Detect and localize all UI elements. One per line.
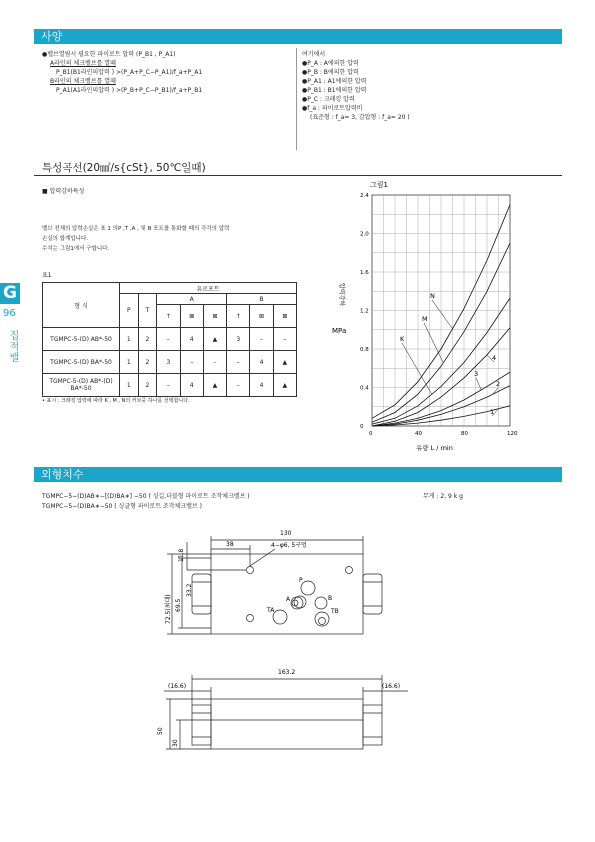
side-cap-left <box>192 705 211 745</box>
pressure-desc-line: 손실의 합계입니다. <box>42 236 89 242</box>
spec-item: ●f_a : 파이로트압력비 <box>302 105 363 112</box>
cell: 1 <box>120 351 139 374</box>
spec-note: (표준형 : f_a= 3, 감압형 : f_a= 20 ) <box>310 114 410 121</box>
port-header-b: B <box>227 294 297 305</box>
pressure-desc-line: 수치는 그림1에서 구합니다. <box>42 246 110 252</box>
chapter-category: 집적밸 <box>7 330 18 363</box>
port-b-circle <box>315 597 327 609</box>
table-row <box>43 374 297 397</box>
dim-11-8: 11.8 <box>178 548 185 562</box>
side-body-outline <box>211 699 363 749</box>
spec-b-label: B라인의 체크밸브를 열때 <box>50 78 116 85</box>
series-leader-3 <box>476 378 481 390</box>
y-axis-label: 압력강하 <box>338 283 345 307</box>
side-cap-right <box>363 705 382 745</box>
y-tick-label: 0 <box>360 424 364 430</box>
cell: 2 <box>138 374 157 397</box>
row-model: TGMPC-5-(D) AB*-50 <box>43 328 120 351</box>
dim-holes: 4−φ6, 5구멍 <box>271 542 307 549</box>
spec-item: ●P_B : B에의한 압력 <box>302 69 359 76</box>
chapter-tab: G <box>0 283 20 304</box>
port-tb-circle <box>315 612 329 626</box>
dim-16-6-left: (16.6) <box>168 683 187 690</box>
end-cap-right <box>363 574 382 614</box>
y-tick-label: 1.2 <box>360 308 369 315</box>
table-caption: 표1 <box>42 272 52 279</box>
port-p-circle <box>301 581 315 595</box>
dim-16-6-right: (16.6) <box>382 683 401 690</box>
series-label-2: 2 <box>496 380 501 388</box>
port-label-p: P <box>299 577 303 584</box>
y-tick-label: 0.4 <box>360 385 369 392</box>
cell: – <box>203 351 226 374</box>
dim-50: 50 <box>157 727 164 735</box>
y-axis-unit: MPa <box>332 327 347 335</box>
table-footnote: • 표시 : 크래킹 압력에 따라 K , M , N의 커브중 하나를 선택합니다. <box>42 398 190 404</box>
spec-left <box>42 50 292 95</box>
port-label-b: B <box>328 595 333 602</box>
spec-divider <box>296 48 297 150</box>
x-tick-label: 40 <box>415 431 422 437</box>
dim-33-2: 33.2 <box>186 583 193 597</box>
top-view-drawing <box>150 522 410 662</box>
chart-title: 그림1 <box>370 181 388 189</box>
spec-a-formula: P_B1(B1라인의압력 ) >(P_A+P_C−P_A1)/f_a+P_A1 <box>56 69 203 76</box>
cell: 3 <box>227 328 250 351</box>
series-label-K: K <box>400 335 405 343</box>
cell: 3 <box>157 351 180 374</box>
spec-intro: ●밸브열림시 필요한 파이로트 압력 (P_B1 , P_A1) <box>42 51 176 58</box>
x-tick-label: 0 <box>369 431 373 437</box>
col-port-header: 유로포트 <box>120 283 297 294</box>
side-view-drawing <box>150 665 410 765</box>
outline-line2: TGMPC−5−(D)BA∗−50 ( 싱글형 파이로트 조작체크밸브 ) <box>42 503 202 510</box>
flow-arrow-up-icon: ↑ <box>157 305 180 328</box>
flow-port-table <box>42 282 297 397</box>
flow-arrow-up-icon: ↑ <box>227 305 250 328</box>
row-model: TGMPC-5-(D) BA*-50 <box>43 351 120 374</box>
table-row <box>43 351 297 374</box>
pressure-drop-chart <box>330 178 530 458</box>
spec-item: ●P_B1 : B1에의한 압력 <box>302 87 367 94</box>
cell: 4 <box>180 328 203 351</box>
y-tick-label: 2.0 <box>360 231 369 238</box>
dim-130: 130 <box>280 530 292 537</box>
series-leader-N <box>432 300 453 329</box>
spec-where: 여기에서 <box>302 51 326 58</box>
y-tick-label: 1.6 <box>360 270 369 276</box>
y-tick-label: 0.8 <box>360 347 369 353</box>
pressure-desc-line: 밸브 전체의 압력손실은 표 1 의P ,T ,A , 및 B 포트를 통화할 때의 각각의 압력 <box>42 226 230 232</box>
cell: – <box>157 374 180 397</box>
cell: 2 <box>138 351 157 374</box>
port-label-a: A <box>286 596 291 603</box>
outline-weight: 무게 : 2, 9 k g <box>423 493 463 500</box>
col-model-header: 형 식 <box>43 283 120 328</box>
dim-38: 38 <box>226 541 234 548</box>
series-leader-M <box>424 323 443 363</box>
check-valve-symbol-icon: ⊠ <box>180 305 203 328</box>
dim-69-5: 69.5 <box>175 598 182 612</box>
mounting-hole <box>247 615 254 622</box>
spec-item: ●P_A : A에의한 압력 <box>302 60 359 67</box>
mounting-hole <box>319 618 326 625</box>
section-dimensions-header: 외형치수 <box>34 467 562 482</box>
cell: – <box>227 351 250 374</box>
spec-b-formula: P_A1(A1라인의압력 ) >(P_B+P_C−P_B1)/f_a+P_B1 <box>56 87 203 94</box>
cell: – <box>227 374 250 397</box>
pressure-heading: ■ 압력강하특성 <box>42 188 85 195</box>
port-header-t: T <box>138 294 157 328</box>
outline-line1: TGMPC−5−(D)AB∗−[(D)BA∗] −50 ( 싱길,더블형 파이로트 조작체크밸브 ) <box>42 493 250 500</box>
pressure-desc <box>42 224 229 254</box>
check-valve-symbol-icon: ⊠ <box>250 305 273 328</box>
mounting-hole <box>346 567 353 574</box>
cell: 2 <box>138 328 157 351</box>
series-label-M: M <box>422 315 428 323</box>
cell: – <box>180 351 203 374</box>
port-label-tb: TB <box>331 608 339 615</box>
cell: 4 <box>180 374 203 397</box>
row-model: TGMPC-5-(D) AB*-(D) BA*-50 <box>43 374 120 397</box>
check-valve-symbol-icon: ⊠ <box>203 305 226 328</box>
spec-item: ●P_C : 크래킹 압력 <box>302 96 355 103</box>
cell: 4 <box>250 374 273 397</box>
end-cap-left <box>192 574 211 614</box>
dim-163-2: 163.2 <box>278 669 296 676</box>
cell: ▲ <box>203 374 226 397</box>
cell: ▲ <box>203 328 226 351</box>
y-tick-label: 2.4 <box>360 193 369 199</box>
cell: – <box>157 328 180 351</box>
cell: 1 <box>120 328 139 351</box>
section-spec-header: 사양 <box>34 29 562 44</box>
check-valve-symbol-icon: ⊠ <box>273 305 296 328</box>
cell: ▲ <box>273 351 296 374</box>
cell: – <box>250 328 273 351</box>
x-tick-label: 80 <box>461 431 468 437</box>
characteristic-title: 특성곡선(20㎟/s{cSt}, 50℃일때) <box>42 162 206 174</box>
port-label-ta: TA <box>267 607 275 614</box>
series-label-N: N <box>430 292 435 300</box>
cell: 1 <box>120 374 139 397</box>
port-header-a: A <box>157 294 227 305</box>
spec-a-label: A라인의 체크밸브를 열때 <box>50 60 116 67</box>
spec-right <box>302 50 542 122</box>
x-tick-label: 120 <box>507 431 518 437</box>
dim-30: 30 <box>172 739 179 747</box>
characteristic-rule <box>34 175 562 176</box>
series-label-3: 3 <box>474 370 479 378</box>
cell: – <box>273 328 296 351</box>
dim-72-5: 72.5(최대) <box>165 594 172 624</box>
series-label-4: 4 <box>492 354 497 362</box>
cell: ▲ <box>273 374 296 397</box>
port-header-p: P <box>120 294 139 328</box>
page-number: 96 <box>3 308 16 319</box>
port-ta-circle <box>273 610 287 624</box>
cell: 4 <box>250 351 273 374</box>
spec-item: ●P_A1 : A1에의한 압력 <box>302 78 367 85</box>
chart-grid <box>372 195 510 426</box>
mounting-hole <box>247 567 254 574</box>
x-axis-label: 유량 L / min <box>416 444 453 452</box>
series-label-1: 1 <box>490 408 495 416</box>
valve-body-outline <box>211 554 363 634</box>
table-row <box>43 328 297 351</box>
